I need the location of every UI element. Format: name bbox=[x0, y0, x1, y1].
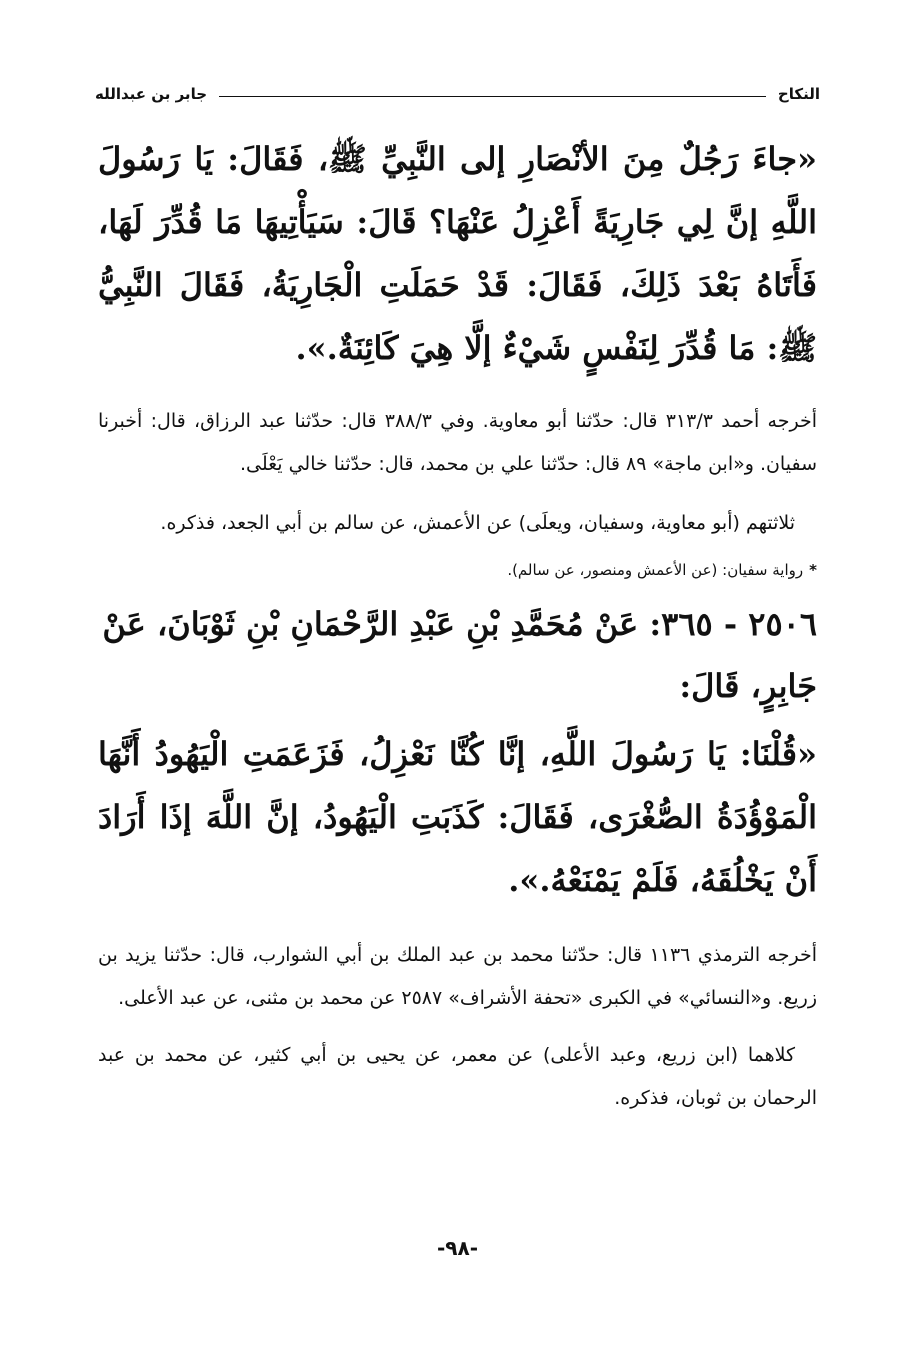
hadith-text: «قُلْنَا: يَا رَسُولَ اللَّهِ، إنَّا كُنَّا نَعْزِلُ، فَزَعَمَتِ الْيَهُودُ أَنَّهَا الْمَوْؤُدَةُ الصُّغْرَى، فَقَالَ: كَذَبَتِ الْيَهُودُ، إنَّ اللَّهَ إذَا أَرَادَ أَنْ يَخْلُقَهُ، فَلَمْ يَمْنَعْهُ.». bbox=[98, 735, 817, 899]
chapter-title: النكاح bbox=[777, 85, 820, 103]
page-content bbox=[98, 128, 817, 1120]
narrator-title: جابر بن عبدالله bbox=[95, 85, 208, 103]
narration-variant-note bbox=[98, 555, 817, 585]
star-marker: * bbox=[809, 561, 817, 579]
narration-variant-text: رواية سفيان: (عن الأعمش ومنصور، عن سالم). bbox=[507, 561, 804, 579]
hadith-heading: ٢٥٠٦ - ٣٦٥: عَنْ مُحَمَّدِ بْنِ عَبْدِ الرَّحْمَانِ بْنِ ثَوْبَانَ، عَنْ جَابِرٍ، قَالَ: bbox=[102, 605, 817, 705]
takhrij-note: أخرجه أحمد ٣١٣/٣ قال: حدّثنا أبو معاوية. وفي ٣٨٨/٣ قال: حدّثنا عبد الرزاق، قال: أخبرنا سفيان. و«ابن ماجة» ٨٩ قال: حدّثنا علي بن محمد، قال: حدّثنا خالي يَعْلَى. bbox=[98, 410, 817, 475]
hadith-text: «جاءَ رَجُلٌ مِنَ الأنْصَارِ إلى النَّبِيِّ ﷺ، فَقَالَ: يَا رَسُولَ اللَّهِ إنَّ لِي جَارِيَةً أَعْزِلُ عَنْهَا؟ قَالَ: سَيَأْتِيهَا مَا قُدِّرَ لَهَا، فَأَتَاهُ بَعْدَ ذَلِكَ، فَقَالَ: قَدْ حَمَلَتِ الْجَارِيَةُ، فَقَالَ النَّبِيُّ ﷺ: مَا قُدِّرَ لِنَفْسٍ شَيْءٌ إلَّا هِيَ كَائِنَةٌ.». bbox=[98, 140, 817, 367]
running-head bbox=[95, 80, 820, 108]
page-number: -٩٨- bbox=[436, 1236, 479, 1260]
header-rule bbox=[219, 96, 766, 97]
takhrij-note: أخرجه الترمذي ١١٣٦ قال: حدّثنا محمد بن عبد الملك بن أبي الشوارب، قال: حدّثنا يزيد بن زريع. و«النسائي» في الكبرى «تحفة الأشراف» ٢٥٨٧ عن محمد بن مثنى، عن عبد الأعلى. bbox=[98, 944, 817, 1009]
chain-note: ثلاثتهم (أبو معاوية، وسفيان، ويعلَى) عن الأعمش، عن سالم بن أبي الجعد، فذكره. bbox=[160, 512, 795, 534]
chain-note: كلاهما (ابن زريع، وعبد الأعلى) عن معمر، عن يحيى بن أبي كثير، عن محمد بن عبد الرحمان بن ثوبان، فذكره. bbox=[98, 1044, 817, 1109]
